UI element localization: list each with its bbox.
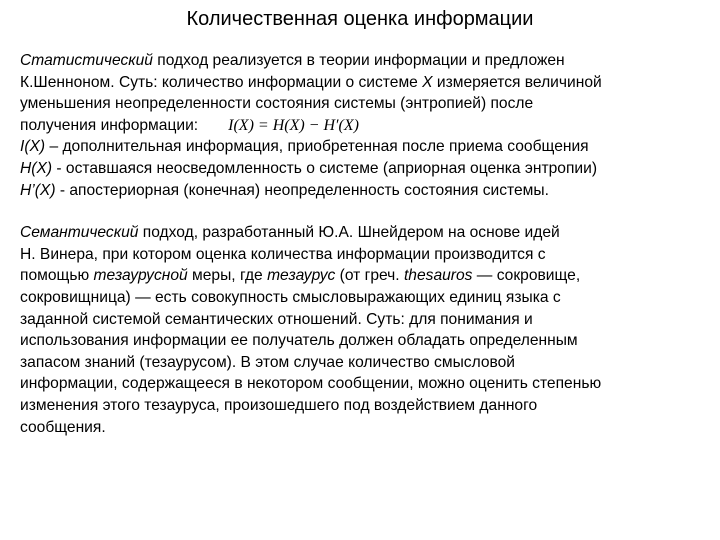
variable-italic: X — [422, 73, 433, 91]
text-line — [20, 158, 710, 180]
text-line — [20, 115, 710, 137]
text-span: - апостериорная (конечная) неопределенность состояния системы. — [55, 181, 549, 199]
text-line — [20, 136, 710, 158]
term-italic: тезаурус — [267, 267, 336, 285]
text-span: - оставшаяся неосведомленность о системе (априорная оценка энтропии) — [52, 159, 598, 177]
term-italic: H’(X) — [20, 181, 56, 199]
slide-title: Количественная оценка информации — [186, 8, 534, 30]
text-span: меры, где — [187, 267, 268, 285]
text-line: информации, содержащееся в некотором сообщении, можно оценить степенью — [20, 375, 602, 393]
text-line: изменения этого тезауруса, произошедшего под воздействием данного — [20, 396, 538, 414]
term-italic: thesauros — [403, 267, 473, 285]
text-span: измеряется величиной — [432, 73, 602, 91]
term-italic: H(X) — [20, 159, 53, 177]
text-line: сообщения. — [20, 418, 106, 436]
text-line: сокровищница) — есть совокупность смысловыражающих единиц языка с — [20, 288, 561, 306]
text-line: запасом знаний (тезаурусом). В этом случае количество смысловой — [20, 353, 516, 371]
text-line — [20, 222, 710, 244]
semantic-section — [20, 222, 710, 438]
text-line — [20, 72, 710, 94]
term-italic: Семантический — [20, 224, 139, 242]
text-span: (от греч. — [335, 267, 404, 285]
statistical-section — [20, 50, 710, 201]
text-line: Н. Винера, при котором оценка количества информации производится с — [20, 245, 546, 263]
text-line: заданной системой семантических отношений. Суть: для понимания и — [20, 310, 533, 328]
term-italic: тезаурусной — [93, 267, 188, 285]
text-span: подход реализуется в теории информации и предложен — [152, 52, 565, 69]
entropy-formula: I(X) = H(X) − H′(X) — [228, 116, 359, 134]
paragraph-gap — [20, 201, 710, 222]
text-span: К.Шенноном. Суть: количество информации о системе — [20, 73, 423, 91]
text-line: уменьшения неопределенности состояния системы (энтропией) после — [20, 95, 534, 113]
slide-body — [20, 50, 710, 438]
text-line: использования информации ее получатель должен обладать определенным — [20, 332, 578, 350]
text-span: подход, разработанный Ю.А. Шнейдером на основе идей — [138, 224, 560, 242]
term-italic: Статистический — [20, 52, 153, 69]
text-span: – дополнительная информация, приобретенная после приема сообщения — [45, 138, 589, 156]
text-span: помощью — [20, 267, 94, 285]
text-span: — сокровище, — [472, 267, 581, 285]
text-line — [20, 50, 710, 72]
text-span: получения информации: — [20, 116, 199, 134]
text-line — [20, 265, 710, 287]
text-line — [20, 180, 710, 202]
term-italic: I(X) — [20, 138, 46, 156]
